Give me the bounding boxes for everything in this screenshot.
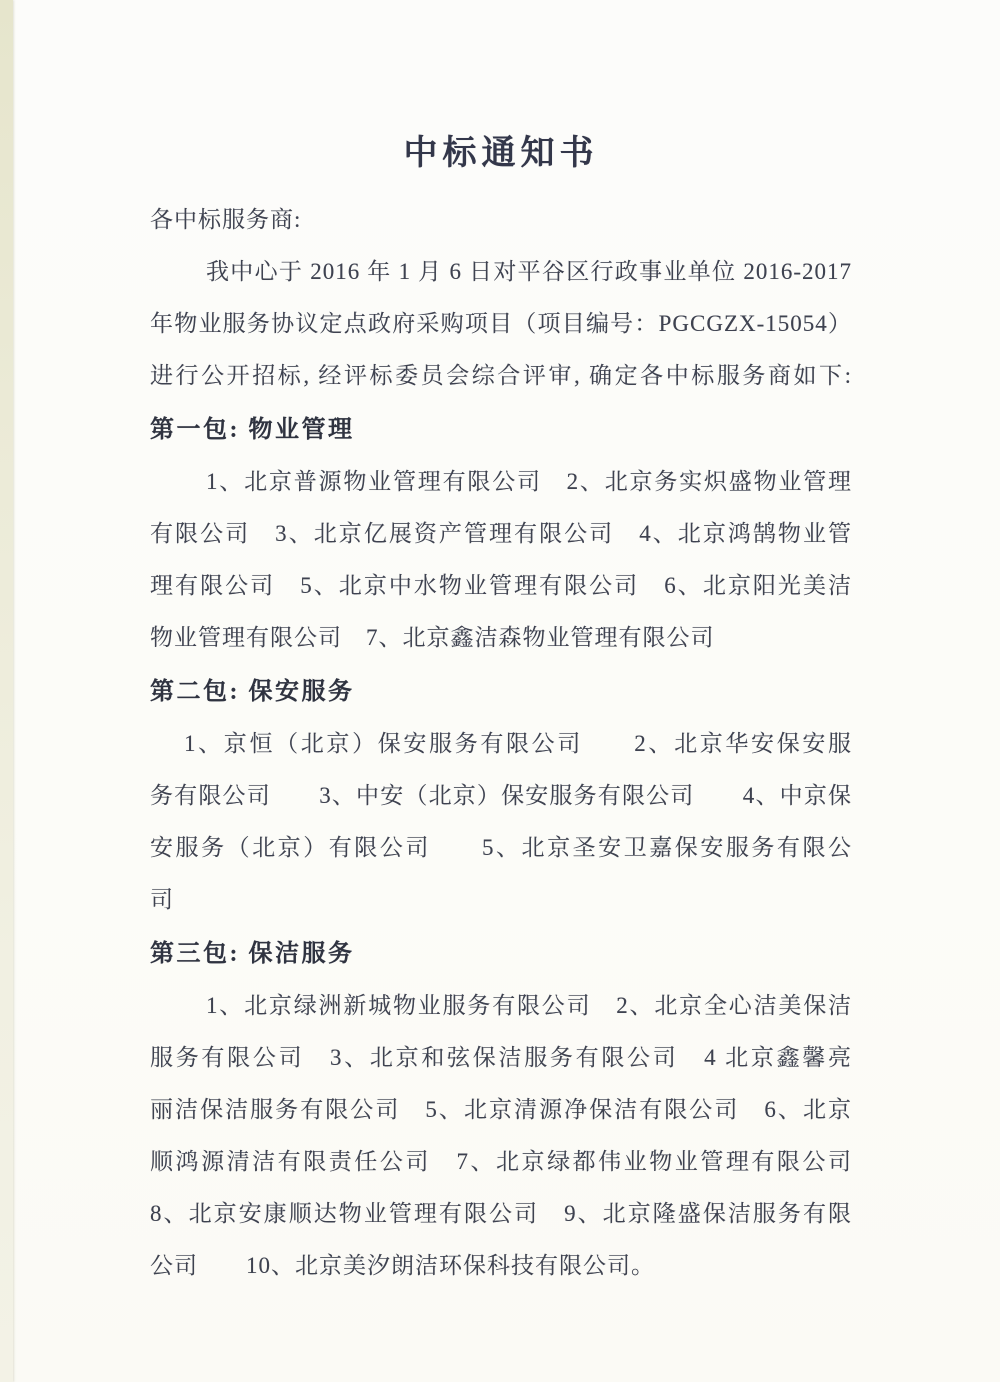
company-list-line: 理有限公司 5、北京中水物业管理有限公司 6、北京阳光美洁	[150, 573, 852, 598]
section-package-1	[150, 404, 852, 664]
company-list-line: 服务有限公司 3、北京和弦保洁服务有限公司 4 北京鑫馨亮	[150, 1045, 852, 1070]
company-list-line: 顺鸿源清洁有限责任公司 7、北京绿都伟业物业管理有限公司	[150, 1149, 852, 1174]
company-list-line: 公司 10、北京美汐朗洁环保科技有限公司。	[150, 1253, 655, 1278]
company-list-line: 1、北京绿洲新城物业服务有限公司 2、北京全心洁美保洁	[206, 993, 852, 1018]
company-list-line: 1、北京普源物业管理有限公司 2、北京务实炽盛物业管理	[206, 469, 852, 494]
intro-paragraph	[150, 246, 852, 402]
section-package-2	[150, 666, 852, 926]
document-title: 中标通知书	[403, 135, 599, 172]
section-heading: 第三包: 保洁服务	[150, 941, 355, 967]
company-list-line: 丽洁保洁服务有限公司 5、北京清源净保洁有限公司 6、北京	[150, 1097, 852, 1122]
company-list-line: 有限公司 3、北京亿展资产管理有限公司 4、北京鸿鹄物业管	[150, 521, 852, 546]
section-heading: 第二包: 保安服务	[150, 679, 355, 705]
section-package-3	[150, 928, 852, 1292]
intro-line: 年物业服务协议定点政府采购项目（项目编号：PGCGZX-15054）	[150, 311, 852, 336]
company-list-line: 安服务（北京）有限公司 5、北京圣安卫嘉保安服务有限公	[150, 835, 852, 860]
company-list-line: 1、京恒（北京）保安服务有限公司 2、北京华安保安服	[184, 731, 852, 756]
company-list-line: 务有限公司 3、中安（北京）保安服务有限公司 4、中京保	[150, 783, 852, 808]
scan-edge-strip	[0, 0, 13, 1382]
company-list-line: 司	[150, 887, 174, 912]
document-content	[150, 0, 852, 1292]
intro-line: 进行公开招标, 经评标委员会综合评审, 确定各中标服务商如下:	[150, 363, 852, 388]
company-list-line: 物业管理有限公司 7、北京鑫洁森物业管理有限公司	[150, 625, 715, 650]
intro-line: 我中心于 2016 年 1 月 6 日对平谷区行政事业单位 2016-2017	[206, 259, 852, 284]
salutation: 各中标服务商:	[150, 207, 302, 232]
company-list-line: 8、北京安康顺达物业管理有限公司 9、北京隆盛保洁服务有限	[150, 1201, 852, 1226]
section-heading: 第一包: 物业管理	[150, 417, 355, 443]
